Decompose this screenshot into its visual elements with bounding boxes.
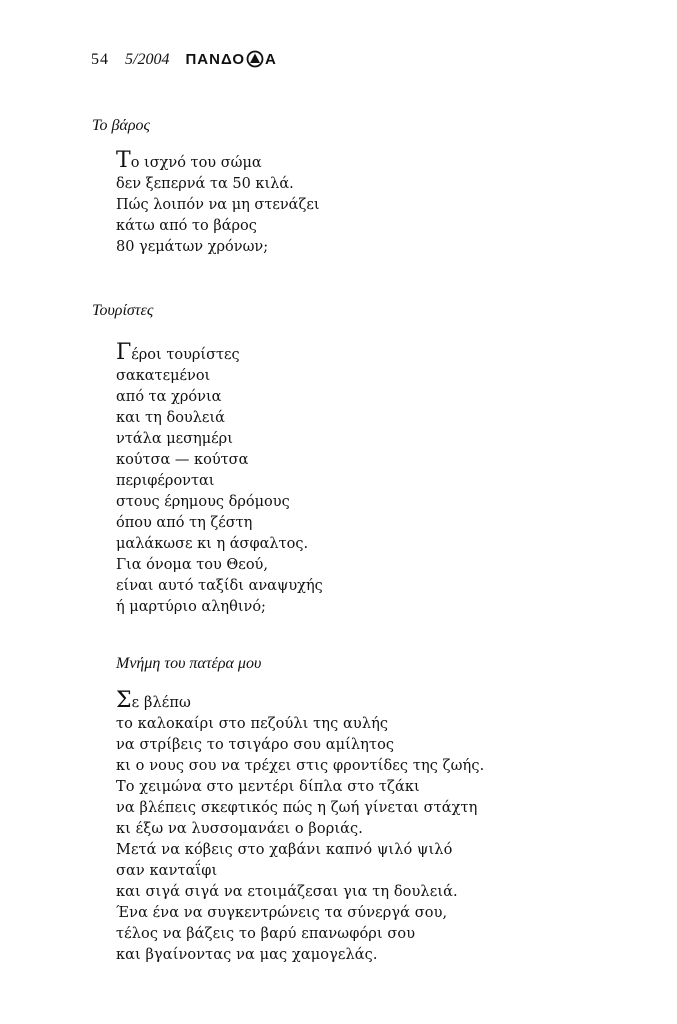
poem-line: κι ο νους σου να τρέχει στις φροντίδες της ζωής. (116, 758, 485, 774)
poem-line: κι έξω να λυσσομανάει ο βοριάς. (116, 821, 363, 837)
poem-line: Για όνομα του Θεού, (116, 557, 268, 573)
poem-line: μαλάκωσε κι η άσφαλτος. (116, 536, 309, 552)
logo-text-left: ΠΑΝΔΟ (185, 50, 245, 68)
poem-line: να στρίβεις το τσιγάρο σου αμίλητος (116, 737, 395, 753)
magazine-logo (185, 50, 276, 68)
poem-line: και βγαίνοντας να μας χαμογελάς. (116, 947, 378, 963)
poem-line: να βλέπεις σκεφτικός πώς η ζωή γίνεται στάχτη (116, 800, 478, 816)
first-line-rest: έροι τουρίστες (131, 347, 240, 363)
poem-line: και σιγά σιγά να ετοιμάζεσαι για τη δουλειά. (116, 884, 458, 900)
poem-title: Τουρίστες (92, 302, 154, 319)
poem-line: Το χειμώνα στο μεντέρι δίπλα στο τζάκι (116, 779, 420, 795)
poem-title: Μνήμη του πατέρα μου (116, 655, 262, 672)
poem-line (116, 342, 323, 366)
poem-title: Το βάρος (92, 117, 150, 134)
first-line-rest: ε βλέπω (131, 695, 191, 711)
logo-emblem-icon (246, 50, 264, 68)
initial-letter: Τ (116, 148, 131, 173)
poem-line: κάτω από το βάρος (116, 218, 257, 234)
first-line-rest: ο ισχνό του σώμα (130, 155, 262, 171)
poem-line: Ένα ένα να συγκεντρώνεις τα σύνεργά σου, (116, 905, 448, 921)
poem-body (116, 690, 484, 966)
poem-line: ντάλα μεσημέρι (116, 431, 233, 447)
poem-line: από τα χρόνια (116, 389, 222, 405)
poem-line (116, 690, 484, 714)
issue-date: 5/2004 (125, 50, 170, 68)
page-number: 54 (91, 50, 109, 68)
poem-line: είναι αυτό ταξίδι αναψυχής (116, 578, 323, 594)
logo-text-right: Α (265, 50, 277, 68)
poem-line: όπου από τη ζέστη (116, 515, 253, 531)
poem-body (116, 150, 320, 258)
poem-line (116, 150, 320, 174)
poem-line: το καλοκαίρι στο πεζούλι της αυλής (116, 716, 389, 732)
page-header (91, 50, 277, 69)
poem-line: δεν ξεπερνά τα 50 κιλά. (116, 176, 294, 192)
poem-line: ή μαρτύριο αληθινό; (116, 599, 266, 615)
initial-letter: Σ (116, 688, 132, 713)
poem-line: σακατεμένοι (116, 368, 211, 384)
poem-body (116, 342, 323, 618)
poem-line: και τη δουλειά (116, 410, 225, 426)
poem-line: κούτσα — κούτσα (116, 452, 249, 468)
poem-line: περιφέρονται (116, 473, 215, 489)
initial-letter: Γ (116, 340, 132, 365)
poem-line: Πώς λοιπόν να μη στενάζει (116, 197, 320, 213)
poem-line: 80 γεμάτων χρόνων; (116, 239, 269, 255)
poem-line: στους έρημους δρόμους (116, 494, 290, 510)
poem-line: Μετά να κόβεις στο χαβάνι καπνό ψιλό ψιλό (116, 842, 453, 858)
poem-line: τέλος να βάζεις το βαρύ επανωφόρι σου (116, 926, 416, 942)
poem-line: σαν κανταΐφι (116, 863, 218, 879)
